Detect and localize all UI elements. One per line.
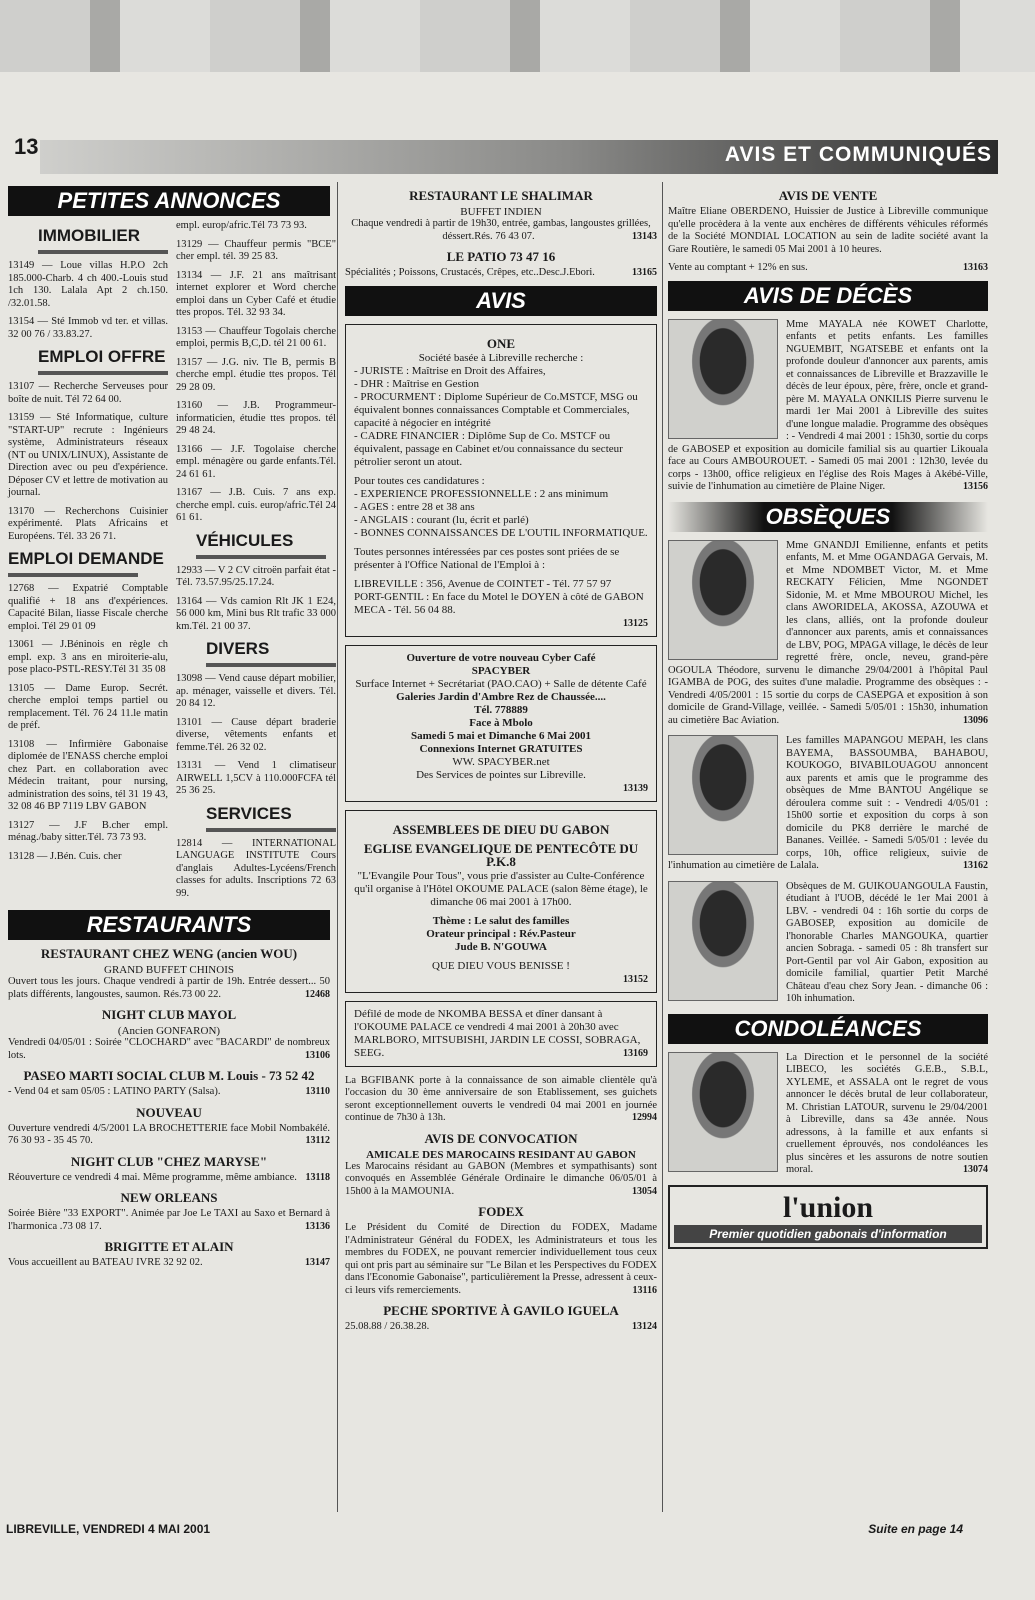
column-deces: [668, 182, 988, 1249]
deces-title: AVIS DE DÉCÈS: [668, 281, 988, 311]
ad-number: 13110: [305, 1086, 330, 1097]
one-line: - CADRE FINANCIER : Diplôme Sup de Co. MSTCF ou équivalent, passage en Cabinet et/ou connaissance du secteur pétrolier seront un atout.: [354, 429, 623, 468]
column-divider: [662, 182, 663, 1512]
portrait-photo: [668, 1052, 778, 1172]
restaurant-text: Ouvert tous les jours. Chaque vendredi à partir de 19h. Entrée dessert... 50 plats différents, langoustes, saumon. Rés.73 00 22.: [8, 976, 330, 1000]
footer-continued: Suite en page 14: [868, 1522, 963, 1536]
petites-annonces-title: PETITES ANNONCES: [8, 186, 330, 216]
ad-item: 13127 — J.F B.cher empl. ménag./baby sitter.Tél. 73 73 93.: [8, 819, 168, 843]
notice-text: Mme GNANDJI Emilienne, enfants et petits enfants, M. et Mme OGANDAGA Gervais, M. et Mme NDOMBET Victor, M. et Mme RECKATY Félicien, Mme NGONDET Sidonie, M. et Mme MBOUROU Michel, les clans AWORIDELA, AKOSSA, AZOUWA et les clans, alliés, ont la profonde douleur d'annoncer aux parents, amis et connaissances de LBV, POG, MPAGA village, le décès de leur regretté frère, oncle, neveu, grand-père OGOULA Théodore, survenu le dimanche 29/04/2001 à l'hôpital Paul IGAMBA de POG, des suites d'une maladie. Programme des obsèques : - Vendredi 4/05/2001 : 15 sortie du corps de CASEPGA et exposition à son domicile de Grand-Village, veillée. - Samedi 5/05/01 : 15h30, inhumation au cimetière Bac Aviation.: [668, 539, 988, 726]
one-line: LIBREVILLE : 356, Avenue de COINTET - Tél. 77 57 97: [354, 577, 612, 590]
cyber-ad: [345, 645, 657, 802]
bgfi-ad: [345, 1075, 657, 1125]
notice-text: Les familles MAPANGOU MEPAH, les clans BAYEMA, BASSOUMBA, BAHABOU, KOUKOGO, BIVABILOUAGOU annoncent aux parents et amis que le programme des obsèques de Mme BANTOU Angélique se déroulera comme suit : - Vendredi 4/05/01 : 15h00 sortie et exposition du corps à son domicile du PK8 derrière le marché de Bananes. Veillée. - Samedi 5/05/01 : levée du corps, 10h, office religieux, suivie de l'inhumation au cimetière de Lalala.: [668, 735, 988, 871]
one-line: - JURISTE : Maîtrise en Droit des Affaires,: [354, 364, 546, 377]
shalimar-subheading: BUFFET INDIEN: [460, 206, 542, 218]
ad-item: 13108 — Infirmière Gabonaise diplomée de l'ENASS cherche emploi chez Part. en collaboration avec Médecin traitant, pour nursing, administration des soins, tél 31 19 43, 32 08 46 BP 7119 LBV GABON: [8, 738, 168, 812]
ad-number: 13124: [632, 1321, 657, 1332]
restaurant-text: - Vend 04 et sam 05/05 : LATINO PARTY (Salsa).: [8, 1086, 221, 1097]
cyber-line: Tél. 778889: [474, 703, 528, 716]
eglise-theme: Thème : Le salut des familles: [432, 914, 570, 927]
emploi-demande-heading: EMPLOI DEMANDE: [8, 549, 164, 568]
ad-number: 13054: [632, 1185, 657, 1197]
ad-number: 13143: [632, 230, 657, 242]
one-intro: Société basée à Libreville recherche :: [418, 351, 584, 364]
peche-heading: PECHE SPORTIVE À GAVILO IGUELA: [383, 1303, 619, 1318]
union-masthead: [668, 1185, 988, 1249]
shalimar-heading: RESTAURANT LE SHALIMAR: [409, 188, 593, 203]
immobilier-heading: IMMOBILIER: [38, 226, 140, 245]
ad-number: 13118: [305, 1171, 330, 1183]
ad-number: 13152: [623, 973, 648, 985]
restaurant-text: Réouverture ce vendredi 4 mai. Même programme, même ambiance.: [8, 1171, 297, 1183]
one-line: - DHR : Maîtrise en Gestion: [354, 377, 479, 390]
restaurant-heading: PASEO MARTI SOCIAL CLUB M. Louis - 73 52 42: [23, 1068, 315, 1083]
ad-item: 13098 — Vend cause départ mobilier, ap. ménager, vaisselle et divers. Tél. 20 84 12.: [176, 673, 336, 709]
union-tagline: Premier quotidien gabonais d'information: [674, 1225, 982, 1243]
portrait-photo: [668, 319, 778, 439]
ad-item: 12768 — Expatrié Comptable qualifié + 18 ans d'expériences. Capacité Bilan, liasse Fiscale cherche emploi. Tél 29 01 09: [8, 583, 168, 632]
ad-item: 13128 — J.Bén. Cuis. cher: [8, 850, 122, 862]
eglise-subheading: EGLISE EVANGELIQUE DE PENTECÔTE DU P.K.8: [363, 840, 639, 869]
restaurants-list: [8, 946, 330, 1270]
page-number: 13: [14, 134, 39, 159]
ad-number: 13139: [623, 782, 648, 794]
ad-number: 13162: [963, 860, 988, 871]
ad-number: 13112: [305, 1135, 330, 1146]
cyber-line: Surface Internet + Secrétariat (PAO.CAO) + Salle de détente Café: [355, 677, 647, 690]
restaurant-text: Ouverture vendredi 4/5/2001 LA BROCHETTERIE face Mobil Nombakélé. 76 30 93 - 35 45 70.: [8, 1122, 330, 1146]
column-divider: [337, 182, 338, 1512]
ad-item: 13170 — Recherchons Cuisinier expérimenté. Plats Africains et Européens. Tél. 33 26 71.: [8, 505, 168, 542]
restaurant-heading: RESTAURANT CHEZ WENG (ancien WOU): [40, 946, 298, 961]
patio-heading: LE PATIO 73 47 16: [446, 249, 556, 264]
obseques-notice: [668, 735, 988, 873]
cyber-line: Samedi 5 mai et Dimanche 6 Mai 2001: [411, 729, 591, 742]
ad-item: 13134 — J.F. 21 ans maîtrisant internet explorer et Word cherche emploi dans un Cyber Café et étudie ttes propos. Tél. 32 93 34.: [176, 269, 336, 318]
ad-number: 13136: [305, 1220, 330, 1232]
one-line: - BONNES CONNAISSANCES DE L'OUTIL INFORMATIQUE.: [354, 526, 648, 539]
vente-text: Vente au comptant + 12% en sus.: [668, 262, 808, 273]
ad-item: 13167 — J.B. Cuis. 7 ans exp. cherche empl. cuis. europ/afric.Tél 24 61 61.: [176, 487, 336, 523]
restaurant-heading: NIGHT CLUB MAYOL: [101, 1007, 237, 1022]
convocation-subheading: AMICALE DES MAROCAINS RESIDANT AU GABON: [366, 1148, 636, 1161]
ad-item: 13105 — Dame Europ. Secrét. cherche emploi temps partiel ou remplacement. Tél. 76 24 11.le matin de préf.: [8, 682, 168, 731]
vehicules-heading: VÉHICULES: [196, 530, 294, 550]
ad-item: 13160 — J.B. Programmeur-informaticien, étudie ttes propos. tél 29 48 24.: [176, 400, 336, 436]
one-heading: ONE: [486, 335, 516, 351]
ads-left: [8, 220, 168, 906]
condoleances-notice: [668, 1052, 988, 1177]
one-ad: [345, 324, 657, 637]
restaurant-text: Vous accueillent au BATEAU IVRE 32 92 02.: [8, 1257, 203, 1268]
condoleances-title: CONDOLÉANCES: [668, 1014, 988, 1044]
ad-number: 12994: [632, 1112, 657, 1123]
ad-item: 13149 — Loue villas H.P.O 2ch 185.000-Charb. 4 ch 400.-Louis stud 1ch 130. Lalala Apt 2 ch.150. /32.01.58.: [8, 260, 168, 309]
notice-text: La Direction et le personnel de la société LIBECO, les sociétés G.E.B., S.B.L, XYLEME, et ASSALA ont le regret de vous annoncer le décès brutal de leur collaborateur, M. Christian LATOUR, survenu le 29/04/2001 à Libreville, dans sa 43e année. Nous adressons, à la famille et aux enfants si cruellement éprouvés, nos condoléances les plus sincères et les assurons de notre soutien moral.: [786, 1051, 988, 1175]
restaurant-ad: [8, 1172, 330, 1185]
ad-item: 13061 — J.Béninois en règle ch empl. exp. 3 ans en miroiterie-alu, pose placo-PSTL-RESY.Tél 31 35 08: [8, 639, 168, 675]
services-heading: SERVICES: [206, 803, 292, 823]
one-line: Toutes personnes intéressées par ces postes sont priées de se présenter à l'Office National de l'Emploi à :: [354, 545, 620, 571]
restaurants-title: RESTAURANTS: [8, 910, 330, 940]
cyber-line: SPACYBER: [471, 664, 531, 677]
ad-item: 13129 — Chauffeur permis "BCE" cher empl. tél. 39 25 83.: [176, 238, 336, 262]
footer-dateline: LIBREVILLE, VENDREDI 4 MAI 2001: [6, 1522, 211, 1536]
obseques-notice: [668, 540, 988, 728]
eglise-heading: ASSEMBLEES DE DIEU DU GABON: [392, 821, 610, 837]
restaurant-subheading: (Ancien GONFARON): [117, 1025, 221, 1037]
divers-heading: DIVERS: [206, 639, 270, 658]
union-logo-title: l'union: [782, 1190, 874, 1224]
ad-number: 13106: [305, 1049, 330, 1061]
one-line: Pour toutes ces candidatures :: [354, 474, 485, 487]
ad-number: 13125: [623, 617, 648, 629]
cyber-line: Des Services de pointes sur Libreville.: [416, 768, 586, 781]
fodex-heading: FODEX: [478, 1204, 524, 1219]
ad-number: 13147: [305, 1257, 330, 1268]
ad-number: 12468: [305, 988, 330, 1000]
ad-number: 13169: [623, 1047, 648, 1059]
column-avis: [345, 182, 657, 1340]
deces-notice: [668, 319, 988, 494]
section-header: [40, 140, 998, 174]
section-title: AVIS ET COMMUNIQUÉS: [724, 143, 992, 166]
ad-item: 13131 — Vend 1 climatiseur AIRWELL 1,5CV à 110.000FCFA tél 25 36 25.: [176, 760, 336, 796]
restaurant-ad: [8, 1037, 330, 1062]
ad-item: 13157 — J.G. niv. Tle B, permis B cherche empl. étudie ttes propos. Tél 29 28 09.: [176, 356, 336, 393]
defile-ad: [345, 1001, 657, 1067]
ad-item: 13164 — Vds camion Rlt JK 1 E24, 56 000 km, Mini bus Rlt trafic 33 000 km.Tél. 21 00 37.: [176, 595, 336, 632]
cyber-line: Ouverture de votre nouveau Cyber Café: [406, 651, 596, 664]
ad-item: 13101 — Cause départ braderie diverse, vêtements enfants et femme.Tél. 26 32 02.: [176, 716, 336, 753]
convocation-text: Les Marocains résidant au GABON (Membres et sympathisants) sont convoqués en Assemblée Générale Ordinaire le dimanche 06/05/01 à 15h00 à la MAMOUNIA.: [345, 1160, 657, 1197]
column-petites-annonces: [8, 182, 336, 1276]
restaurant-heading: BRIGITTE ET ALAIN: [104, 1239, 234, 1254]
patio-text: Spécialités ; Poissons, Crustacés, Crêpes, etc..Desc.J.Ebori.: [345, 267, 595, 278]
notice-text: Obsèques de M. GUIKOUANGOULA Faustin, étudiant à l'UOB, décédé le 1er Mai 2001 à LBV. - vendredi 04 : 16h sortie du corps de GABOSEP, exposition au domicile de l'honorable Charles MANGOUKA, quartier ancien Sobraga. - samedi 05 : 8h transfert sur Port-Gentil par vol Air Gabon, exposition au domicile familial, quartier Petit Marché Château d'eau chez Sory Jean. - dimanche 06 : 10h inhumation.: [786, 880, 988, 1004]
cyber-line: Connexions Internet GRATUITES: [419, 742, 583, 755]
obseques-title: OBSÈQUES: [668, 502, 988, 532]
restaurant-ad: [8, 976, 330, 1001]
cyber-line: Face à Mbolo: [469, 716, 533, 729]
ad-number: 13165: [632, 267, 657, 278]
ad-item: 13154 — Sté Immob vd ter. et villas. 32 00 76 / 33.83.27.: [8, 316, 168, 340]
portrait-photo: [668, 881, 778, 1001]
ad-item: 13107 — Recherche Serveuses pour boîte de nuit. Tél 72 64 00.: [8, 381, 168, 405]
cyber-line: Galeries Jardin d'Ambre Rez de Chaussée....: [396, 690, 606, 703]
portrait-photo: [668, 735, 778, 855]
eglise-fin: QUE DIEU VOUS BENISSE !: [432, 959, 570, 972]
ad-item: empl. europ/afric.Tél 73 73 93.: [176, 220, 307, 231]
restaurant-ad: [8, 1086, 330, 1099]
one-line: - PROCURMENT : Diplome Supérieur de Co.MSTCF, MSG ou équivalent bonnes connaissances Comptable et Commerciales, capacité à négocier en intégrité: [354, 390, 638, 429]
emploi-offre-heading: EMPLOI OFFRE: [38, 347, 166, 366]
eglise-ad: [345, 810, 657, 993]
avis-title: AVIS: [345, 286, 657, 316]
restaurant-text: Soirée Bière "33 EXPORT". Animée par Joe Le TAXI au Saxo et Bernard à l'harmonica .73 08 17.: [8, 1208, 330, 1232]
ad-item: 13153 — Chauffeur Togolais cherche emploi, permis B,C,D. tél 21 00 61.: [176, 325, 336, 349]
ad-number: 13116: [632, 1284, 657, 1296]
ad-number: 13163: [963, 262, 988, 273]
ad-item: 12814 — INTERNATIONAL LANGUAGE INSTITUTE Cours d'anglais Adultes-Lycéens/French classes for adults. Inscriptions 72 63 99.: [176, 837, 336, 899]
one-line: - AGES : entre 28 et 38 ans: [354, 500, 475, 513]
ad-item: 13159 — Sté Informatique, culture "START-UP" recrute : Ingénieurs système, Administrateurs réseaux (NT ou UNIX/LINUX), Assistante de Direction avec ou peu d'expérience. Déposer CV et lettre de motivation au journal.: [8, 412, 168, 498]
restaurant-ad: [8, 1208, 330, 1233]
restaurant-ad: [8, 1257, 330, 1270]
restaurant-ad: [8, 1123, 330, 1148]
restaurant-text: Vendredi 04/05/01 : Soirée "CLOCHARD" avec "BACARDI" de nombreux lots.: [8, 1037, 330, 1061]
defile-text: Défilé de mode de NKOMBA BESSA et dîner dansant à l'OKOUME PALACE ce vendredi 4 mai 2001 à 20h30 avec MARLBORO, MITSUBISHI, JARDIN LE COSSI, SOBRAGA, SEEG.: [354, 1007, 641, 1059]
bgfi-text: La BGFIBANK porte à la connaissance de son aimable clientèle qu'à l'occasion du 30 ème anniversaire de son Etablissement, ses guichets seront exceptionnellement ouverts le vendredi 04 mai 2001 en journée continue de 7h30 à 13h.: [345, 1074, 657, 1123]
restaurant-heading: NOUVEAU: [136, 1104, 202, 1120]
ads-right: [176, 220, 336, 906]
cyber-line: WW. SPACYBER.net: [452, 755, 550, 768]
vente-text: Maître Eliane OBERDENO, Huissier de Justice à Libreville communique qu'elle procèdera à la vente aux enchères de différents véhicules réformés de la Société MONDIAL LOCATION au sein de ladite société avant la Gare Routière, le samedi 05 Mai 2001 à 10 heures.: [668, 206, 988, 255]
eglise-orateur: Orateur principal : Rév.Pasteur: [426, 927, 576, 940]
restaurant-heading: NIGHT CLUB "CHEZ MARYSE": [70, 1153, 268, 1169]
eglise-nom: Jude B. N'GOUWA: [455, 940, 547, 953]
one-line: - ANGLAIS : courant (lu, écrit et parlé): [354, 513, 529, 526]
obseques-notice: [668, 881, 988, 1006]
fodex-text: Le Président du Comité de Direction du FODEX, Madame l'Administrateur Général du FODEX, les Administrateurs et tous les membres du FODEX, ne pouvant remercier individuellement tous ceux qui ont pris part au séminaire sur "Le Bilan et les Perspectives du FODEX dans l'Economie Gabonaise", particulièrement la Presse, adressent à ceux-ci leurs vifs remerciements.: [345, 1222, 657, 1296]
portrait-photo: [668, 540, 778, 660]
ad-item: 12933 — V 2 CV citroën parfait état - Tél. 73.57.95/25.17.24.: [176, 564, 336, 588]
one-line: PORT-GENTIL : En face du Motel le DOYEN à côté de GABON MECA - Tél. 56 04 88.: [354, 590, 644, 616]
one-line: - EXPERIENCE PROFESSIONNELLE : 2 ans minimum: [354, 487, 609, 500]
peche-text: 25.08.88 / 26.38.28.: [345, 1321, 430, 1332]
eglise-text: "L'Evangile Pour Tous", vous prie d'assister au Culte-Conférence qu'il organise à l'Hôtel OKOUME PALACE (salon 8ème étage), le dimanche 06 mai 2001 à 17h00.: [354, 869, 648, 908]
ad-item: 13166 — J.F. Togolaise cherche empl. ménagère ou garde enfants.Tél. 24 61 61.: [176, 443, 336, 480]
ad-number: 13074: [963, 1164, 988, 1175]
restaurant-heading: NEW ORLEANS: [120, 1190, 218, 1205]
ad-number: 13156: [963, 481, 988, 492]
convocation-heading: AVIS DE CONVOCATION: [424, 1130, 578, 1146]
notice-text: Mme MAYALA née KOWET Charlotte, enfants et petits enfants. Les familles NGUEMBIT, NGATSEBE et enfants ont la profonde douleur d'annoncer aux parents, amis et connaissances de Libreville et Brazzaville le décès de leur époux, père, frère, oncle et grand-père M. MAYALA ONKILIS Pierre survenu le mardi 1er Mai 2001 à Libreville des suites d'une longue maladie. Programme des obsèques : - Vendredi 4 mai 2001 : 15h30, sortie du corps de GABOSEP et exposition au domicile familial sis au quartier Likouala face au Cours AMBOUROUET. - Samedi 05 mai 2001 : 12h30, levée du corps - 13h00, office religieux en l'église des Rois Mages à Akébé-Ville, suivie de l'inhumation au cimetière de Plaine Niger.: [668, 318, 988, 492]
ad-number: 13096: [963, 714, 988, 726]
shalimar-text: Chaque vendredi à partir de 19h30, entrée, gambas, langoustes grillées, déssert.Rés. 76 43 07.: [351, 218, 651, 242]
vente-heading: AVIS DE VENTE: [778, 188, 878, 203]
scan-top-strip: [0, 0, 1035, 72]
restaurant-subheading: GRAND BUFFET CHINOIS: [104, 964, 234, 976]
